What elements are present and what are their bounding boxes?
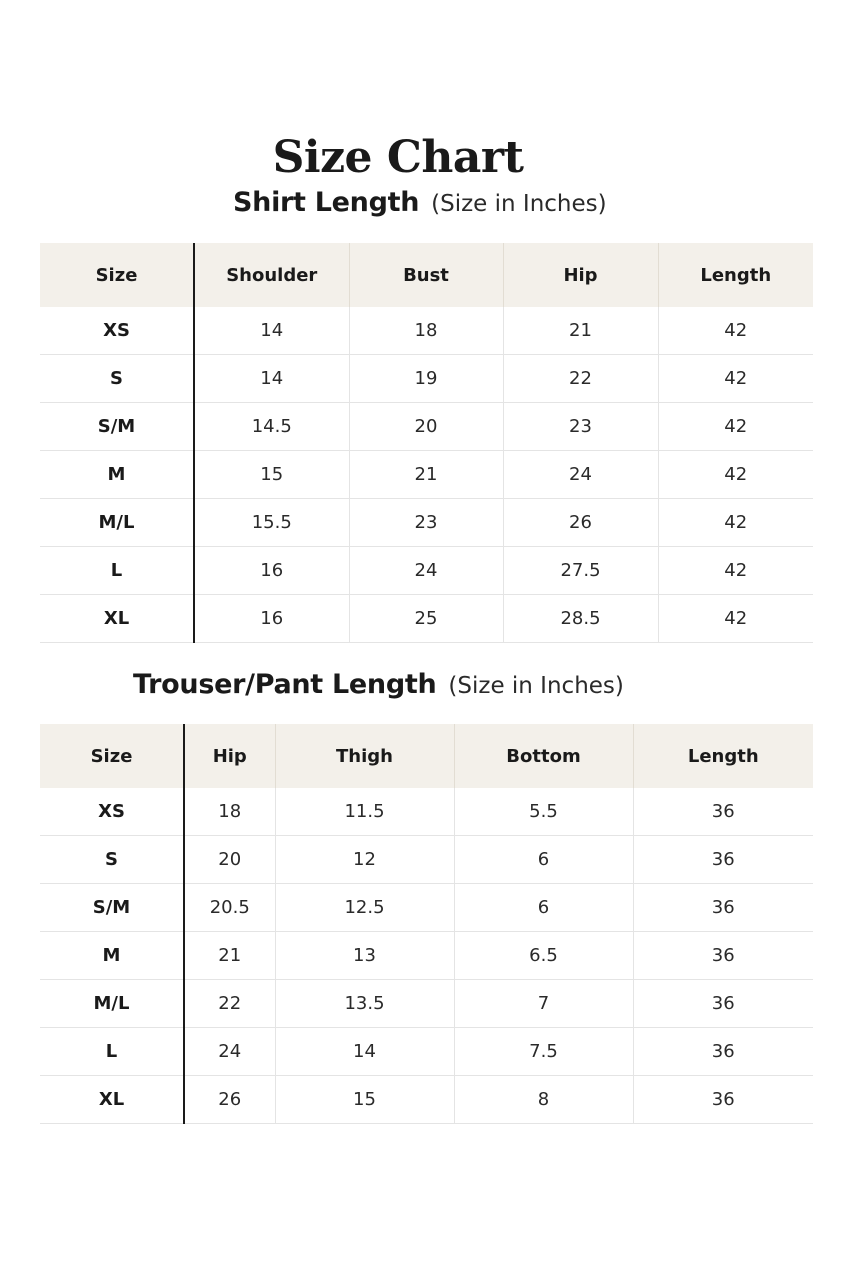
table-row [40, 403, 813, 451]
column-header-length: Length [658, 243, 813, 307]
table-row [40, 547, 813, 595]
length-cell: 42 [658, 547, 813, 595]
hip-cell: 22 [184, 980, 275, 1028]
table-row [40, 499, 813, 547]
size-cell: M [40, 451, 194, 499]
table-row [40, 836, 813, 884]
hip-cell: 20.5 [184, 884, 275, 932]
column-header-shoulder: Shoulder [194, 243, 349, 307]
bust-cell: 23 [349, 499, 503, 547]
shirt-size-table [40, 243, 813, 643]
shoulder-cell: 14 [194, 307, 349, 355]
length-cell: 36 [633, 1076, 813, 1124]
thigh-cell: 13 [275, 932, 454, 980]
length-cell: 42 [658, 355, 813, 403]
length-cell: 42 [658, 595, 813, 643]
table-row [40, 884, 813, 932]
shoulder-cell: 14 [194, 355, 349, 403]
bust-cell: 19 [349, 355, 503, 403]
bottom-cell: 6.5 [454, 932, 633, 980]
hip-cell: 28.5 [503, 595, 658, 643]
hip-cell: 21 [503, 307, 658, 355]
hip-cell: 20 [184, 836, 275, 884]
shoulder-cell: 15.5 [194, 499, 349, 547]
table-row [40, 595, 813, 643]
hip-cell: 23 [503, 403, 658, 451]
bottom-cell: 7 [454, 980, 633, 1028]
hip-cell: 26 [184, 1076, 275, 1124]
length-cell: 36 [633, 836, 813, 884]
size-cell: S [40, 836, 184, 884]
bust-cell: 21 [349, 451, 503, 499]
size-cell: M [40, 932, 184, 980]
shirt-unit-note: (Size in Inches) [431, 191, 607, 217]
bottom-cell: 6 [454, 836, 633, 884]
thigh-cell: 12.5 [275, 884, 454, 932]
page-title: Size Chart [272, 132, 524, 183]
trouser-unit-note: (Size in Inches) [448, 673, 624, 699]
size-cell: S [40, 355, 194, 403]
shoulder-cell: 14.5 [194, 403, 349, 451]
column-header-hip: Hip [184, 724, 275, 788]
column-header-bottom: Bottom [454, 724, 633, 788]
size-cell: XS [98, 801, 125, 822]
hip-cell: 24 [503, 451, 658, 499]
bust-cell: 24 [349, 547, 503, 595]
length-cell: 42 [658, 499, 813, 547]
size-cell: M/L [40, 980, 184, 1028]
bust-cell: 25 [349, 595, 503, 643]
trouser-heading-label: Trouser/Pant Length [133, 669, 437, 700]
bottom-cell: 7.5 [454, 1028, 633, 1076]
table-row [40, 307, 813, 355]
hip-cell: 21 [184, 932, 275, 980]
shoulder-cell: 16 [194, 595, 349, 643]
table-row [40, 1028, 813, 1076]
bust-cell: 18 [349, 307, 503, 355]
shoulder-cell: 15 [194, 451, 349, 499]
shirt-heading-label: Shirt Length [233, 187, 420, 218]
table-row [40, 355, 813, 403]
hip-cell: 24 [184, 1028, 275, 1076]
length-cell: 36 [633, 1028, 813, 1076]
column-header-hip: Hip [503, 243, 658, 307]
column-header-length: Length [633, 724, 813, 788]
length-cell: 36 [633, 980, 813, 1028]
length-cell: 42 [658, 307, 813, 355]
column-header-size: Size [40, 724, 184, 788]
thigh-cell: 13.5 [275, 980, 454, 1028]
size-cell: M/L [40, 499, 194, 547]
thigh-cell: 11.5 [275, 788, 454, 836]
hip-cell: 18 [184, 788, 275, 836]
bottom-cell: 6 [454, 884, 633, 932]
table-row [40, 451, 813, 499]
size-cell: S/M [40, 884, 184, 932]
shoulder-cell: 16 [194, 547, 349, 595]
size-cell: XS [103, 320, 130, 341]
trouser-section-heading [133, 667, 624, 706]
size-cell: S/M [40, 403, 194, 451]
shirt-section-heading [233, 185, 607, 224]
length-cell: 36 [633, 884, 813, 932]
size-cell: L [40, 1028, 184, 1076]
table-row [40, 932, 813, 980]
thigh-cell: 15 [275, 1076, 454, 1124]
length-cell: 42 [658, 451, 813, 499]
bust-cell: 20 [349, 403, 503, 451]
size-cell: XL [40, 595, 194, 643]
length-cell: 36 [633, 788, 813, 836]
trouser-size-table [40, 724, 813, 1124]
table-header-row [40, 243, 813, 307]
bottom-cell: 5.5 [454, 788, 633, 836]
hip-cell: 22 [503, 355, 658, 403]
bottom-cell: 8 [454, 1076, 633, 1124]
hip-cell: 27.5 [503, 547, 658, 595]
table-row [40, 1076, 813, 1124]
hip-cell: 26 [503, 499, 658, 547]
table-row [40, 788, 813, 836]
table-row [40, 980, 813, 1028]
column-header-bust: Bust [349, 243, 503, 307]
table-header-row [40, 724, 813, 788]
size-cell: XL [40, 1076, 184, 1124]
column-header-size: Size [40, 243, 194, 307]
length-cell: 36 [633, 932, 813, 980]
thigh-cell: 14 [275, 1028, 454, 1076]
thigh-cell: 12 [275, 836, 454, 884]
column-header-thigh: Thigh [275, 724, 454, 788]
length-cell: 42 [658, 403, 813, 451]
size-cell: L [40, 547, 194, 595]
